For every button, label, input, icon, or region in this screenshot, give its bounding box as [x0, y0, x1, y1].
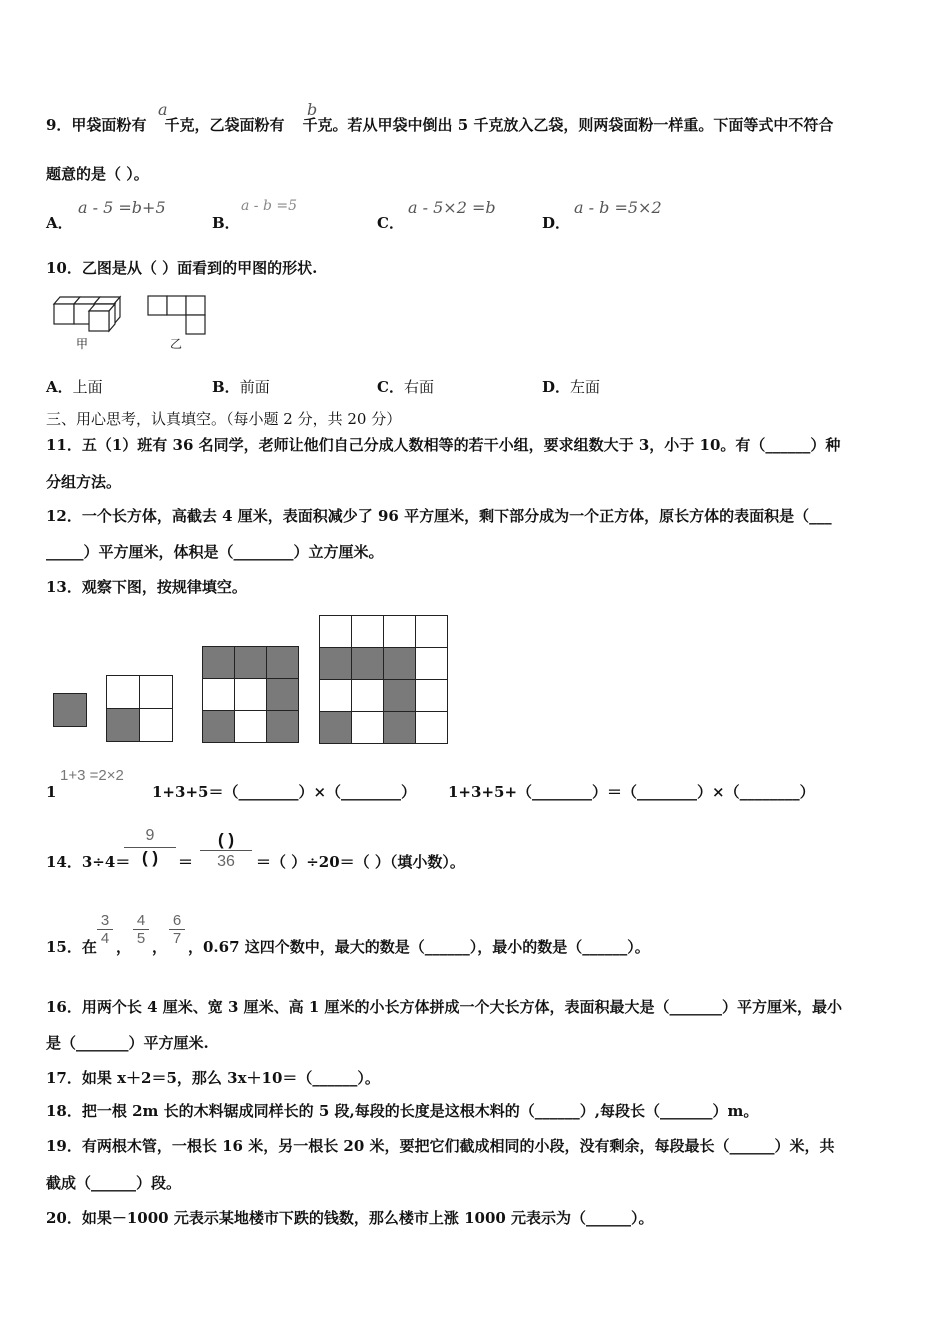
q15-fraction-2	[133, 912, 149, 947]
q9-text-c: 千克。若从甲袋中倒出 5 千克放入乙袋，则两袋面粉一样重。下面等式中不符合	[302, 116, 834, 134]
q15-sep-2: ，	[152, 938, 168, 956]
q17-text: 17．如果 x＋2＝5，那么 3x＋10＝（______）。	[46, 1069, 380, 1087]
grid-cell	[351, 615, 384, 648]
grid-cell	[415, 711, 448, 744]
grid-cell	[383, 615, 416, 648]
q14-fraction-2-den: 36	[200, 850, 252, 871]
q19-line1: 19．有两根木管，一根长 16 米，另一根长 20 米，要把它们截成相同的小段，没有剩余，每段最长（______）米，共	[46, 1137, 835, 1155]
q10-option-d[interactable]: D．左面	[542, 378, 601, 396]
q15-sep-1: ，	[116, 938, 132, 956]
grid-cell	[319, 711, 352, 744]
grid-cell	[234, 646, 267, 679]
q14-suffix: ＝（ ）÷20＝（ ）（填小数）。	[256, 853, 465, 871]
section3-heading: 三、用心思考，认真填空。（每小题 2 分，共 20 分）	[46, 410, 402, 428]
q11-line2: 分组方法。	[46, 473, 122, 491]
q12-line1: 12．一个长方体，高截去 4 厘米，表面积减少了 96 平方厘米，剩下部分成为一个正方体，原长方体的表面积是（___	[46, 507, 832, 525]
grid-cell	[202, 678, 235, 711]
grid-cell	[319, 647, 352, 680]
grid-cell	[53, 693, 87, 727]
grid-cell	[234, 710, 267, 743]
figure-jia	[54, 297, 120, 331]
grid-cell	[266, 710, 299, 743]
q15-prefix: 15．在	[46, 938, 97, 956]
grid-cell	[351, 679, 384, 712]
figure-yi-label: 乙	[170, 337, 183, 351]
q16-line1: 16．用两个长 4 厘米、宽 3 厘米、高 1 厘米的小长方体拼成一个大长方体，表面积最大是（_______）平方厘米，最小	[46, 998, 843, 1016]
grid-cell	[266, 646, 299, 679]
q16-line2: 是（_______）平方厘米.	[46, 1034, 209, 1052]
figure-jia-label: 甲	[76, 337, 89, 351]
q9-var-b: b	[307, 100, 318, 119]
q18-text: 18．把一根 2m 长的木料锯成同样长的 5 段,每段的长度是这根木料的（______）,每段长（_______）m。	[46, 1102, 759, 1120]
q14-fraction-2	[200, 830, 252, 871]
grid-cell	[234, 678, 267, 711]
q14-prefix: 14．3÷4＝	[46, 853, 131, 871]
q14-eq: ＝	[178, 853, 194, 871]
q9-option-b[interactable]: B．	[212, 214, 240, 232]
grid-cell	[351, 711, 384, 744]
grid-cell	[415, 647, 448, 680]
q13-pattern-2: 1+3+5＝（________）×（________）	[152, 783, 417, 801]
q10-option-c[interactable]: C．右面	[377, 378, 434, 396]
grid-cell	[383, 679, 416, 712]
q15-fraction-3-num: 6	[172, 912, 182, 929]
q10-figures	[50, 292, 220, 354]
q14-fraction-1	[124, 827, 176, 868]
grid-cell	[415, 679, 448, 712]
q14-fraction-1-num: 9	[145, 827, 155, 844]
grid-cell	[319, 615, 352, 648]
q10-option-b[interactable]: B．前面	[212, 378, 270, 396]
q14-fraction-2-num: ( )	[217, 830, 235, 849]
q15-fraction-1-num: 3	[100, 912, 110, 929]
q12-line2: _____）平方厘米，体积是（________）立方厘米。	[46, 543, 384, 561]
q15-fraction-3-den: 7	[169, 929, 185, 947]
grid-cell	[202, 646, 235, 679]
q9-option-a-expr: a - 5 =b+5	[78, 198, 166, 217]
q13-text: 13．观察下图，按规律填空。	[46, 578, 247, 596]
q15-fraction-1	[97, 912, 113, 947]
q9-option-c-expr: a - 5×2 =b	[408, 198, 496, 217]
q15-fraction-3	[169, 912, 185, 947]
grid-cell	[383, 711, 416, 744]
q15-fraction-1-den: 4	[97, 929, 113, 947]
grid-cell	[383, 647, 416, 680]
q9-option-b-expr: a - b =5	[241, 198, 298, 214]
q9-option-a[interactable]: A．	[46, 214, 73, 232]
q13-pattern-1-expr: 1+3 =2×2	[60, 767, 124, 784]
q14-fraction-1-den: ( )	[124, 847, 176, 868]
q9-line2: 题意的是（ ）。	[46, 165, 149, 183]
grid-cell	[266, 678, 299, 711]
q15-fraction-2-den: 5	[133, 929, 149, 947]
q9-option-d-expr: a - b =5×2	[574, 198, 662, 217]
q20-text: 20．如果－1000 元表示某地楼市下跌的钱数，那么楼市上涨 1000 元表示为（______）。	[46, 1209, 654, 1227]
q9-text-b: 千克，乙袋面粉有	[164, 116, 285, 134]
grid-cell	[319, 679, 352, 712]
q11-line1: 11．五（1）班有 36 名同学，老师让他们自己分成人数相等的若干小组，要求组数大于 3，小于 10。有（______）种	[46, 436, 841, 454]
q9-option-d[interactable]: D．	[542, 214, 571, 232]
figure-yi	[148, 296, 205, 334]
q9-option-c[interactable]: C．	[377, 214, 404, 232]
q15-suffix: ，0.67 这四个数中，最大的数是（______），最小的数是（______）。	[188, 938, 650, 956]
grid-cell	[139, 675, 173, 709]
grid-cell	[351, 647, 384, 680]
grid-cell	[202, 710, 235, 743]
q15-fraction-2-num: 4	[136, 912, 146, 929]
grid-cell	[139, 708, 173, 742]
q9-var-a: a	[158, 100, 168, 119]
q19-line2: 截成（______）段。	[46, 1174, 182, 1192]
grid-cell	[415, 615, 448, 648]
q9-text-a: 9．甲袋面粉有	[46, 116, 147, 134]
q13-pattern-3: 1+3+5+（________）＝（________）×（________）	[448, 783, 815, 801]
grid-cell	[106, 708, 140, 742]
q13-pattern-1: 1	[46, 783, 57, 801]
q10-text: 10．乙图是从（ ）面看到的甲图的形状.	[46, 259, 318, 277]
q10-option-a[interactable]: A．上面	[46, 378, 103, 396]
grid-cell	[106, 675, 140, 709]
